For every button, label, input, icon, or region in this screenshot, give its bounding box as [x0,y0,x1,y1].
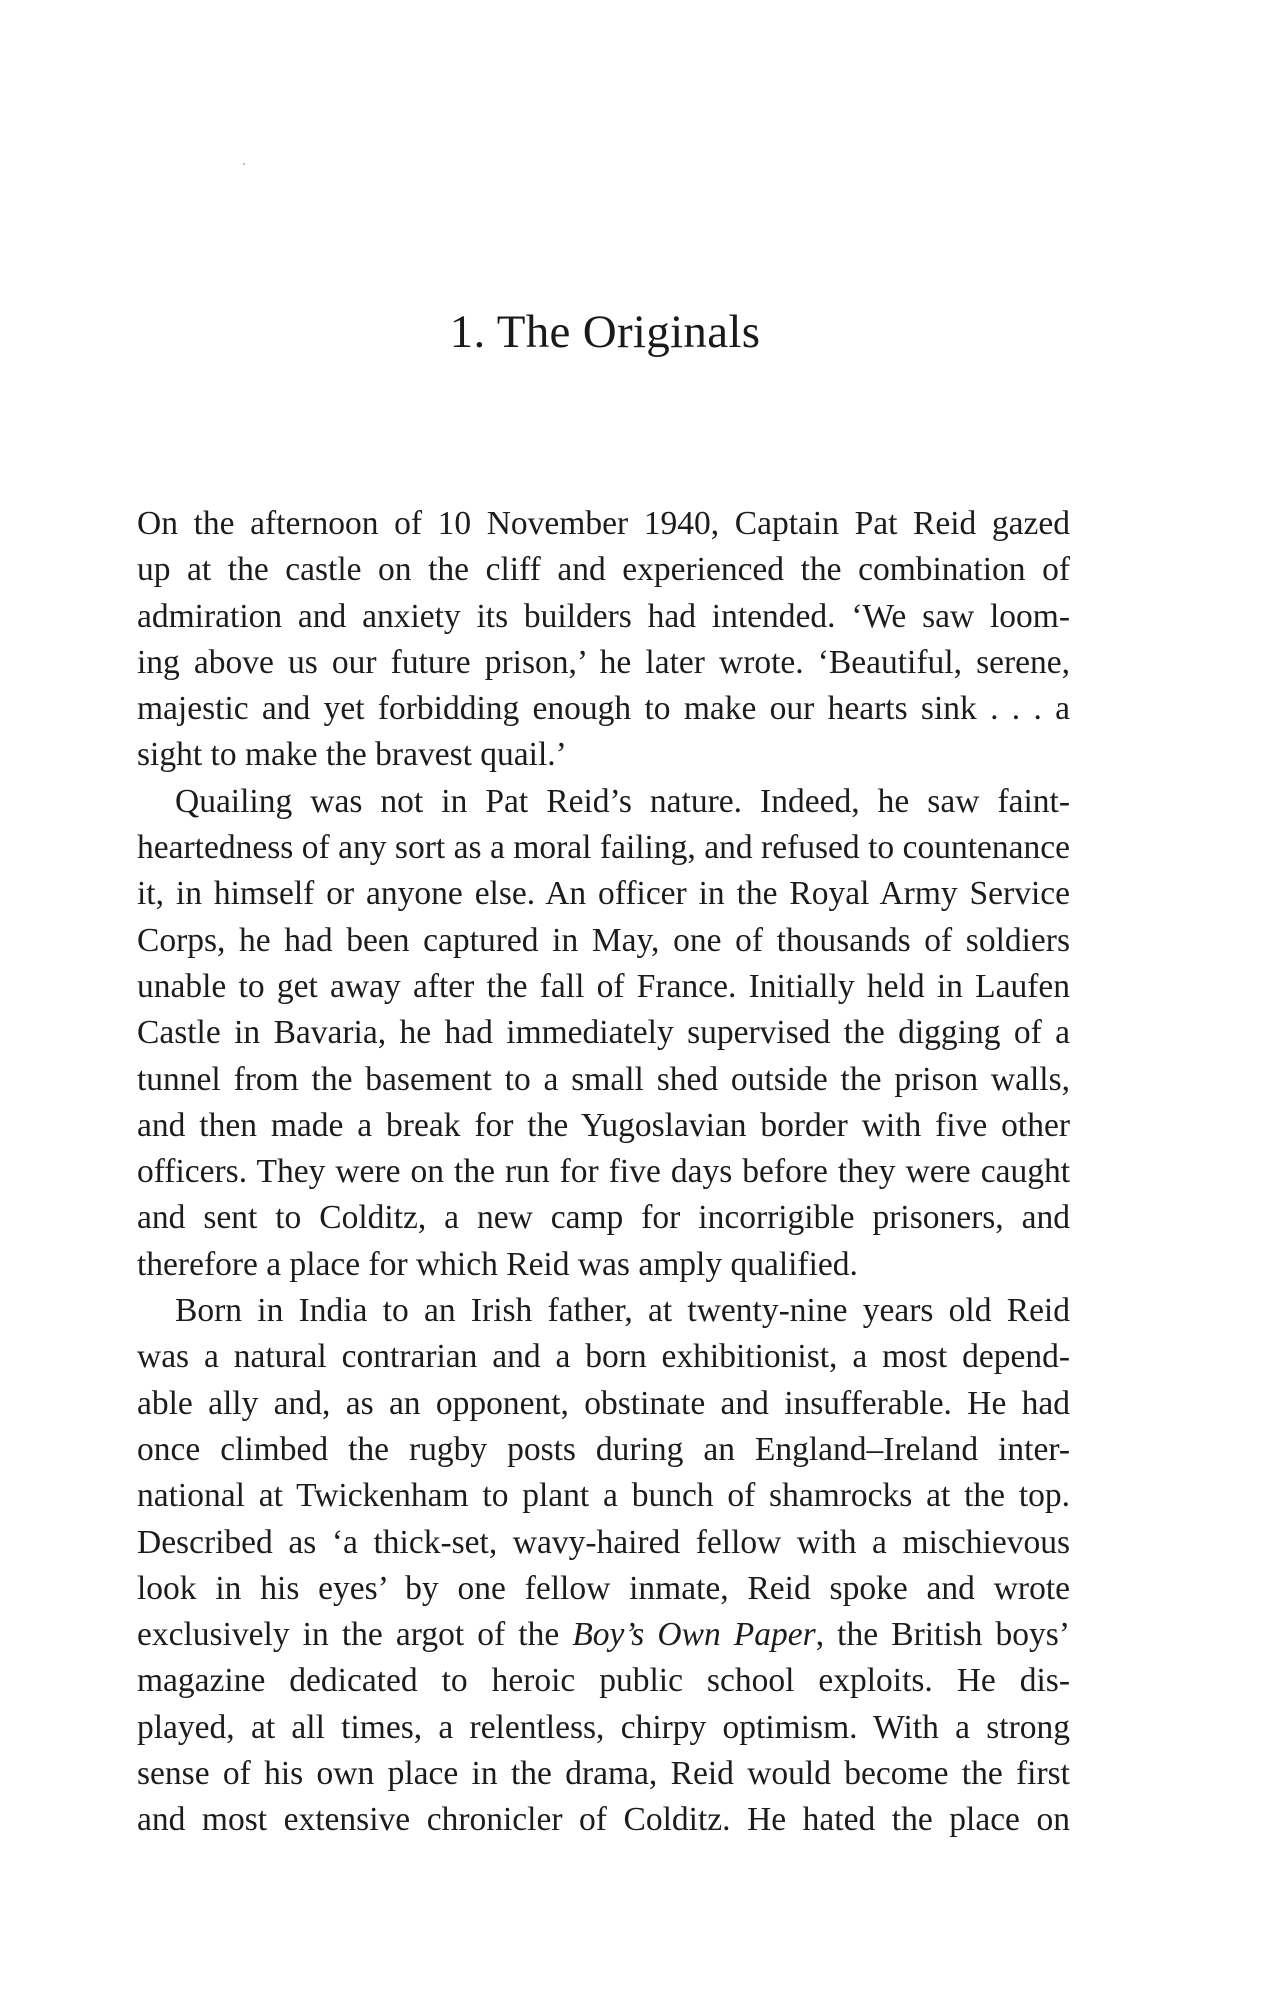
text-line: majestic and yet forbidding enough to make our hearts sink . . . a [137,690,1070,728]
text-line: sight to make the bravest quail.’ [137,736,567,774]
text-line: was a natural contrarian and a born exhibitionist, a most depend- [137,1338,1070,1376]
text-line: heartedness of any sort as a moral failing, and refused to countenance [137,829,1070,867]
text-line: national at Twickenham to plant a bunch of shamrocks at the top. [137,1477,1070,1515]
text-line: Born in India to an Irish father, at twenty-nine years old Reid [175,1292,1070,1330]
text-line: once climbed the rugby posts during an England–Ireland inter- [137,1430,1070,1468]
text-line-with-italic [137,1612,1070,1658]
text-line: and most extensive chronicler of Colditz. He hated the place on [137,1801,1070,1839]
text-line: officers. They were on the run for five days before they were caught [137,1153,1070,1191]
text-line: look in his eyes’ by one fellow inmate, Reid spoke and wrote [137,1569,1070,1607]
text-line: On the afternoon of 10 November 1940, Captain Pat Reid gazed [137,505,1070,542]
text-line: tunnel from the basement to a small shed outside the prison walls, [137,1060,1070,1098]
text-line: able ally and, as an opponent, obstinate and insufferable. He had [137,1384,1070,1422]
scan-speck [243,163,245,165]
text-line: and sent to Colditz, a new camp for incorrigible prisoners, and [137,1199,1070,1237]
chapter-title: 1. The Originals [449,306,761,358]
text-line: it, in himself or anyone else. An officer in the Royal Army Service [137,875,1070,913]
paragraph [137,1288,1070,1844]
text-line: magazine dedicated to heroic public school exploits. He dis- [137,1662,1070,1700]
text-line: Quailing was not in Pat Reid’s nature. Indeed, he saw faint- [175,782,1070,820]
text-line: ing above us our future prison,’ he later wrote. ‘Beautiful, serene, [137,643,1070,681]
paragraph [137,501,1070,779]
text-line: Described as ‘a thick-set, wavy-haired fellow with a mischievous [137,1523,1070,1561]
text-line: sense of his own place in the drama, Reid would become the first [137,1755,1070,1793]
text-run: exclusively in the argot of the [137,1616,573,1654]
text-line: unable to get away after the fall of France. Initially held in Laufen [137,967,1070,1005]
text-line: therefore a place for which Reid was amply qualified. [137,1245,858,1283]
text-line: played, at all times, a relentless, chirpy optimism. With a strong [137,1708,1070,1746]
text-line: Corps, he had been captured in May, one of thousands of soldiers [137,921,1070,959]
paragraph [137,779,1070,1288]
text-line: admiration and anxiety its builders had intended. ‘We saw loom- [137,597,1070,635]
text-line: and then made a break for the Yugoslavian border with five other [137,1106,1070,1144]
publication-title: Boy’s Own Paper [572,1616,816,1654]
text-line: Castle in Bavaria, he had immediately supervised the digging of a [137,1014,1070,1052]
body-text [137,501,1070,1844]
text-run: , the British boys’ [815,1616,1070,1654]
text-line: up at the castle on the cliff and experienced the combination of [137,551,1070,589]
